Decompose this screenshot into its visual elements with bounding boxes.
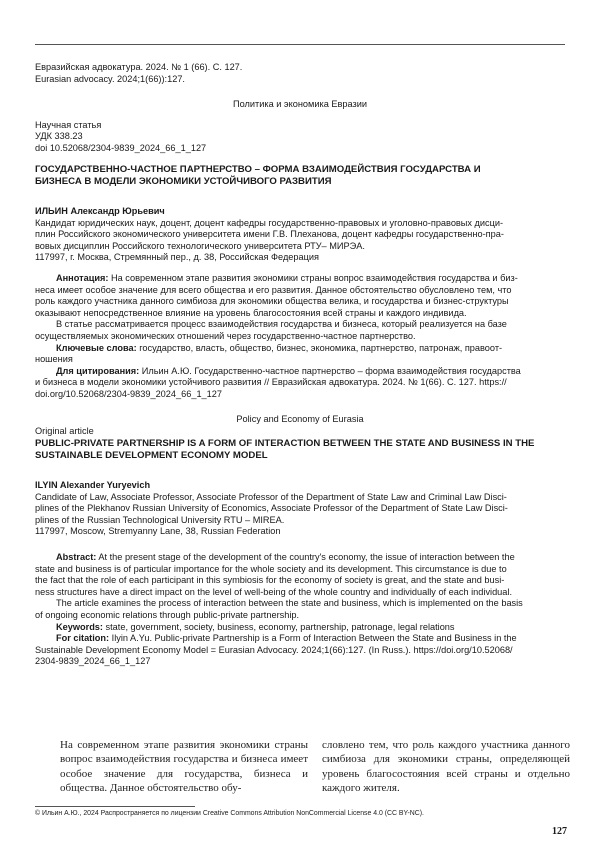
section-en: Policy and Economy of Eurasia [236,414,364,425]
title-en-line-1: PUBLIC-PRIVATE PARTNERSHIP IS A FORM OF INTERACTION BETWEEN THE STATE AND BUSINESS IN THE [35,437,535,449]
body-text-columns [60,738,570,795]
citation-en-label: For citation: [56,633,110,644]
address-ru: 117997, г. Москва, Стремянный пер., д. 38, Российская Федерация [35,252,320,263]
body-column-right: словлено тем, что роль каждого участника данного симбиоза для экономики страны, определяющей уровень благосостояния всей страны и отдельно каждого жителя. [322,739,570,794]
abstract-en-line: Abstract: At the present stage of the development of the country's economy, the issue of interaction between the [56,552,515,563]
abstract-ru-line: неса имеет особое значение для всего общества и его развития. Данное обстоятельство обусловлено тем, что [35,284,512,295]
abstract-en-line: of ongoing economic relations through public-private partnership. [35,610,300,620]
citation-ru-label: Для цитирования: [56,365,140,376]
body-column-left: На современном этапе развития экономики страны вопрос взаимодействия государства и бизнеса имеет особое значение для государства, бизнеса и общества. Данное обстоятельство обу- [60,739,308,794]
doi-ru: doi 10.52068/2304-9839_2024_66_1_127 [35,142,207,153]
affiliation-en-line: Candidate of Law, Associate Professor, Associate Professor of the Department of State Law and Criminal Law Disci- [35,491,507,502]
author-ru: ИЛЬИН Александр Юрьевич [35,205,165,216]
address-en: 117997, Moscow, Stremyanny Lane, 38, Russian Federation [35,526,281,537]
article-type-en: Original article [35,426,94,437]
affiliation-ru-line: Кандидат юридических наук, доцент, доцент кафедры государственно-правовых и уголовно-правовых дисци- [35,217,504,228]
footnote-rule [35,806,195,807]
abstract-ru-line: Аннотация: На современном этапе развития экономики страны вопрос взаимодействия государства и биз- [56,272,518,283]
citation-en-line: Sustainable Development Economy Model = Eurasian Advocacy. 2024;1(66):127. (In Russ.). https://doi.org/10.52068/ [35,644,513,655]
article-type-ru: Научная статья [35,119,102,130]
abstract-en-line: the fact that the role of each participant in this symbiosis for the economy of society is great, and the state and busi- [35,575,505,586]
page-number: 127 [552,826,567,837]
abstract-en-label: Abstract: [56,552,97,563]
abstract-ru-label: Аннотация: [56,272,109,283]
affiliation-en-line: plines of the Plekhanov Russian University of Economics, Associate Professor of the Department of State Law Disci- [35,503,508,514]
affiliation-ru-line: вовых дисциплин Российского технологического университета РТУ– МИРЭА. [35,240,365,251]
abstract-ru-line: роль каждого участника данного симбиоза для экономики общества велика, и государства и бизнес-структуры [35,296,509,307]
page-content [35,62,565,668]
title-en-line-2: SUSTAINABLE DEVELOPMENT ECONOMY MODEL [35,449,268,461]
citation-ru-line: и бизнеса в модели экономики устойчивого развития // Евразийская адвокатура. 2024. № 1(66). С. 127. https:// [35,377,507,388]
citation-en: For citation: Ilyin A.Yu. Public-private Partnership is a Form of Interaction Between the State and Business in the [56,633,517,644]
affiliation-en-line: plines of the Russian Technological University RTU – MIREA. [35,514,285,525]
abstract-en-line: The article examines the process of interaction between the state and business, which is implemented on the basis [56,598,523,609]
top-rule [35,44,565,45]
abstract-en-line: ness structures have a direct impact on the level of well-being of the whole country and individually of each individual. [35,586,512,597]
section-ru: Политика и экономика Евразии [233,99,367,110]
abstract-en-line: state and business is of particular importance for the whole society and its development. This circumstance is due to [35,563,507,574]
citation-ru: Для цитирования: Ильин А.Ю. Государственно-частное партнерство – форма взаимодействия государства [56,365,521,376]
abstract-ru-line: осуществляемых экономических отношений через государственно-частное партнерство. [35,330,416,341]
keywords-en-label: Keywords: [56,621,103,632]
keywords-ru-label: Ключевые слова: [56,342,137,353]
title-ru-line-1: ГОСУДАРСТВЕННО-ЧАСТНОЕ ПАРТНЕРСТВО – ФОРМА ВЗАИМОДЕЙСТВИЯ ГОСУДАРСТВА И [35,163,481,175]
license-footnote: © Ильин А.Ю., 2024 Распространяется по лицензии Creative Commons Attribution NonCommercial License 4.0 (CC BY-NC). [35,810,424,817]
citation-en-doi-link[interactable]: 2304-9839_2024_66_1_127 [35,656,151,667]
author-en: ILYIN Alexander Yuryevich [35,480,151,491]
affiliation-ru-line: плин Российского экономического университета имени Г.В. Плеханова, доцент кафедры государственно-пра- [35,229,504,240]
keywords-en: Keywords: state, government, society, business, economy, partnership, patronage, legal relations [56,621,455,632]
title-ru-line-2: БИЗНЕСА В МОДЕЛИ ЭКОНОМИКИ УСТОЙЧИВОГО РАЗВИТИЯ [35,175,332,187]
journal-citation-ru: Евразийская адвокатура. 2024. № 1 (66). С. 127. [35,62,243,72]
abstract-ru-line: оказывают непосредственное влияние на уровень благосостояния всей страны и каждого индивида. [35,307,467,318]
citation-ru-doi-link[interactable]: doi.org/10.52068/2304-9839_2024_66_1_127 [35,388,222,399]
keywords-ru: Ключевые слова: государство, власть, общество, бизнес, экономика, партнерство, патронаж, правоот- [56,342,503,353]
journal-citation-en: Eurasian advocacy. 2024;1(66)):127. [35,73,185,84]
udk: УДК 338.23 [35,131,83,142]
abstract-ru-line: В статье рассматривается процесс взаимодействия государства и бизнеса, который реализуется на базе [56,319,507,330]
keywords-ru-line: ношения [35,354,73,365]
